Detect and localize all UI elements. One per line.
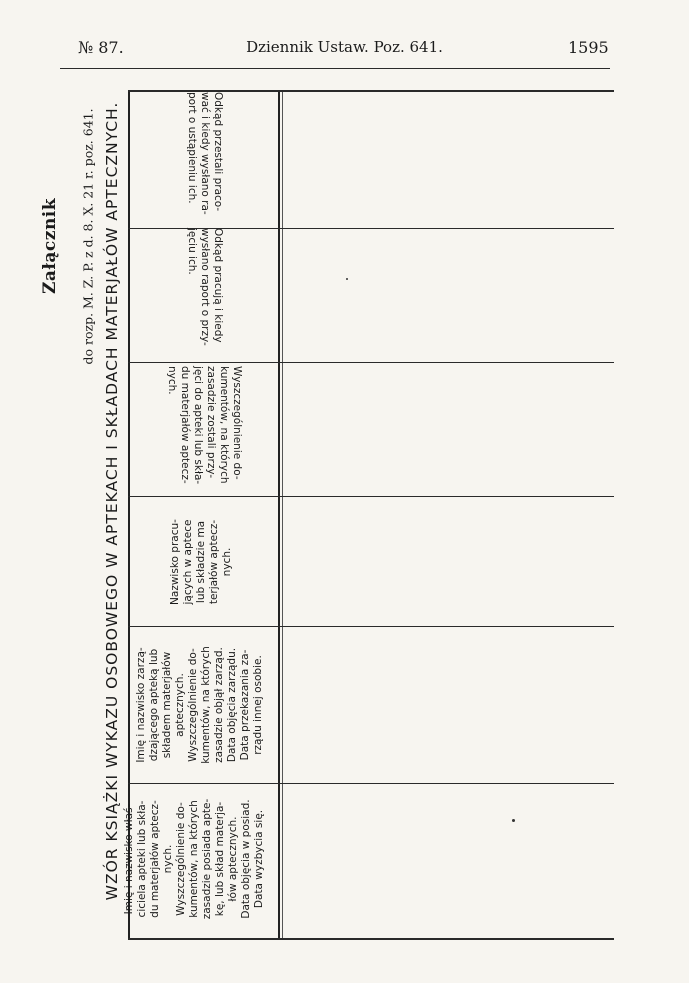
page-header [0, 28, 689, 58]
col1-line: ciciela apteki lub skła- [136, 800, 148, 918]
col1-line: kumentów, na których [188, 800, 200, 918]
col3-line: jących w aptece [182, 519, 194, 605]
col2-line: Wyszczególnienie do- [187, 648, 199, 762]
col5-line: wysłano raport o przy- [199, 228, 211, 346]
col4-line: nych. [166, 366, 178, 395]
col1-line: Data wyzbycia się. [253, 809, 265, 909]
col2-line: aptecznych. [174, 673, 186, 737]
annex-label: Załącznik [40, 197, 60, 295]
col2-line: zasadzie objął zarząd. [213, 647, 225, 763]
col-header-nazwisko-pracujacych [169, 507, 237, 617]
col4-line: kumentów, na których [218, 366, 230, 484]
col-sep-2 [128, 362, 614, 363]
scan-speck [512, 819, 515, 822]
journal-title: Dziennik Ustaw. Poz. 641. [246, 38, 443, 56]
col-sep-3 [128, 496, 614, 497]
col1-line: kę, lub skład materja- [214, 801, 226, 917]
col-header-odkad-pracuja [182, 228, 224, 362]
col2-line: Data przekazania za- [239, 649, 251, 761]
col3-line: terjałów aptecz- [208, 519, 220, 605]
col4-line: du materjałów aptecz- [179, 366, 191, 484]
regulation-reference: do rozp. M. Z. P. z d. 8. X. 21 r. poz. 641. [80, 108, 96, 365]
col1-line: Wyszczególnienie do- [175, 802, 187, 916]
col4-line: zasadzie zostali przy- [205, 366, 217, 479]
col-header-odkad-przestali [182, 92, 224, 226]
scan-speck [346, 278, 348, 280]
col5-line: Odkąd pracują i kiedy [212, 228, 224, 343]
col2-line: Data objęcia zarządu. [226, 647, 238, 763]
col1-line: Data objęcia w posiad. [240, 799, 252, 919]
col2-line: kumentów, na których [200, 646, 212, 764]
col5-line: jęciu ich. [186, 228, 198, 275]
header-band-inner-line [282, 90, 283, 940]
col3-line: lub składzie ma [195, 520, 207, 604]
col-header-zarzadzajacy [135, 627, 269, 783]
form-title: WZÓR KSIĄŻKI WYKAZU OSOBOWEGO W APTEKACH I SKŁADACH MATERJAŁÓW APTECZNYCH. [103, 101, 121, 901]
col6-line: port o ustąpieniu ich. [186, 92, 198, 204]
col3-line: Nazwisko pracu- [169, 519, 181, 605]
col1-line: zasadzie posiada apte- [201, 798, 213, 920]
col1-line: du materjałów aptecz- [149, 800, 161, 918]
col-header-dokumenty-pracownikow [163, 366, 243, 494]
page-number: 1595 [568, 38, 609, 57]
col2-line: dzającego apteką lub [148, 648, 160, 762]
header-rule [60, 68, 610, 69]
issue-number: № 87. [78, 38, 124, 57]
col2-line: składem materjałów [161, 651, 173, 759]
col2-line: Imię i nazwisko zarzą- [135, 647, 147, 763]
col1-line: Imię i nazwisko właś- [123, 803, 135, 915]
col2-line: rządu innej osobie. [252, 655, 264, 755]
col-header-wlasciciel [123, 779, 273, 939]
col6-line: wać i kiedy wysłano ra- [199, 92, 211, 215]
col6-line: Odkąd przestali praco- [212, 92, 224, 212]
col1-line: łów aptecznych. [227, 816, 239, 902]
col1-line: nych. [162, 844, 174, 874]
header-band-divider [278, 90, 280, 940]
col4-line: jęci do apteki lub skła- [192, 366, 204, 485]
col3-line: nych. [221, 547, 233, 577]
col4-line: Wyszczególnienie do- [231, 366, 243, 480]
register-table [123, 90, 614, 940]
